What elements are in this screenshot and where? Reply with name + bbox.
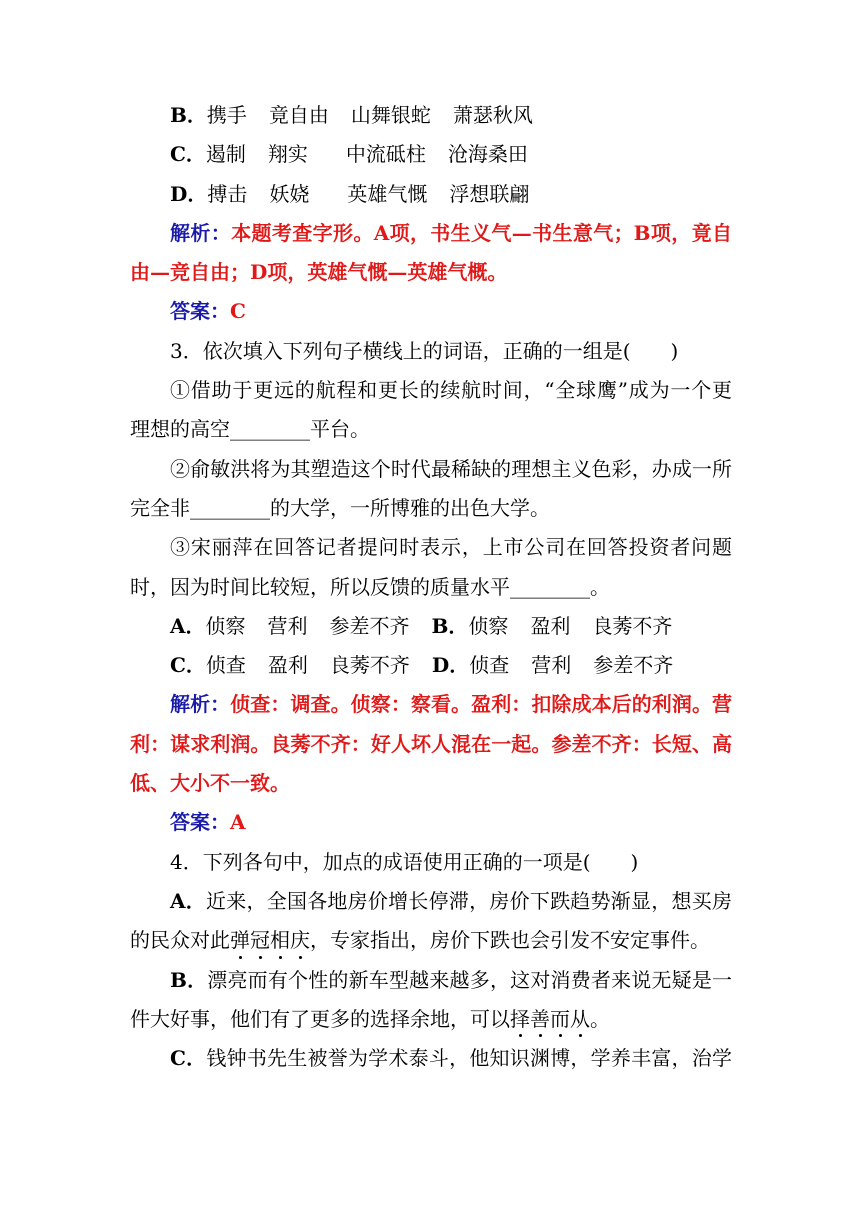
q2-option-c — [130, 135, 732, 174]
analysis-text: 本题考查字形。A项，书生义气—书生意气；B项，竟自 — [231, 220, 733, 245]
option-word: 盈利 — [267, 653, 308, 678]
dotted-char: 善 — [530, 1000, 550, 1039]
option-label: B． — [170, 967, 208, 992]
q4-stem — [130, 843, 732, 882]
q3-analysis-cont — [130, 725, 732, 764]
dotted-char: 而 — [550, 1000, 570, 1039]
option-label: D． — [431, 653, 470, 678]
option-label: C． — [170, 142, 206, 167]
option-word: 妖娆 — [269, 181, 310, 206]
q2-analysis — [130, 214, 732, 253]
q3-sentence-2-cont — [130, 489, 732, 528]
dotted-char: 择 — [510, 1000, 530, 1039]
option-word: 浮想联翩 — [449, 181, 530, 206]
sentence-text: ②俞敏洪将为其塑造这个时代最稀缺的理想主义色彩，办成一所 — [170, 456, 732, 481]
option-word: 遏制 — [205, 142, 246, 167]
option-text: 的民众对此 — [130, 928, 230, 953]
q4-option-b — [130, 961, 732, 1000]
q2-answer — [130, 292, 732, 331]
option-label: D． — [170, 181, 208, 206]
q3-options-cd — [130, 646, 732, 685]
q3-sentence-3 — [130, 528, 732, 567]
option-word: 参差不齐 — [329, 613, 410, 638]
dotted-char: 弹 — [230, 921, 250, 960]
option-word: 携手 — [206, 103, 247, 127]
q3-sentence-2 — [130, 450, 732, 489]
option-label: C． — [170, 653, 206, 678]
option-label: B． — [431, 613, 469, 638]
dotted-char: 相 — [270, 921, 290, 960]
option-text: 近来，全国各地房价增长停滞，房价下跌趋势渐显，想买房 — [206, 888, 732, 913]
option-word: 营利 — [267, 613, 308, 638]
option-word: 侦查 — [469, 653, 510, 678]
option-word: 搏击 — [207, 181, 248, 206]
q2-analysis-cont — [130, 253, 732, 292]
analysis-text: 侦查：调查。侦察：察看。盈利：扣除成本后的利润。营 — [230, 692, 733, 717]
q3-options-ab — [130, 607, 732, 646]
option-label: A． — [170, 888, 206, 913]
option-word: 营利 — [531, 653, 572, 678]
q3-sentence-1 — [130, 371, 732, 410]
analysis-text: 利：谋求利润。良莠不齐：好人坏人混在一起。参差不齐：长短、高 — [130, 731, 732, 756]
dotted-char: 从 — [570, 1000, 590, 1039]
analysis-text: 低、大小不一致。 — [130, 771, 290, 796]
sentence-text: 理想的高空________平台。 — [130, 417, 370, 442]
q3-analysis — [130, 685, 732, 724]
q4-option-a-cont — [130, 921, 732, 960]
sentence-text: 完全非________的大学，一所博雅的出色大学。 — [130, 495, 550, 520]
option-word: 山舞银蛇 — [350, 103, 431, 127]
answer-value: A — [230, 810, 246, 835]
q3-analysis-cont2 — [130, 764, 732, 803]
option-text: 。 — [590, 1006, 610, 1031]
q3-answer — [130, 803, 732, 842]
option-label: B． — [170, 103, 207, 127]
sentence-text: ①借助于更远的航程和更长的续航时间，“全球鹰”成为一个更 — [170, 378, 732, 403]
analysis-text: 由—竞自由；D项，英雄气慨—英雄气概。 — [130, 260, 508, 285]
option-text: 漂亮而有个性的新车型越来越多，这对消费者来说无疑是一 — [207, 967, 733, 992]
question-stem: 4．下列各句中，加点的成语使用正确的一项是( ) — [170, 849, 639, 874]
q2-option-b — [130, 96, 732, 135]
option-text: 钱钟书先生被誉为学术泰斗，他知识渊博，学养丰富，治学 — [206, 1046, 733, 1071]
q3-stem — [130, 332, 732, 371]
option-label: C． — [170, 1046, 207, 1071]
option-text: ，专家指出，房价下跌也会引发不安定事件。 — [310, 928, 710, 953]
option-word: 侦察 — [205, 613, 246, 638]
option-word: 中流砥柱 — [345, 142, 426, 167]
option-word: 沧海桑田 — [447, 142, 528, 167]
option-word: 竟自由 — [268, 103, 329, 127]
document-page — [130, 96, 732, 1078]
q3-sentence-3-cont — [130, 568, 732, 607]
option-word: 侦查 — [205, 653, 246, 678]
sentence-text: 时，因为时间比较短，所以反馈的质量水平________。 — [130, 574, 610, 599]
option-word: 良莠不齐 — [592, 613, 673, 638]
option-word: 良莠不齐 — [329, 653, 410, 678]
sentence-text: ③宋丽萍在回答记者提问时表示，上市公司在回答投资者问题 — [170, 535, 732, 560]
q3-sentence-1-cont — [130, 410, 732, 449]
dotted-char: 冠 — [250, 921, 270, 960]
option-text: 件大好事，他们有了更多的选择余地，可以 — [130, 1006, 510, 1031]
option-word: 参差不齐 — [593, 653, 674, 678]
option-word: 侦察 — [468, 613, 509, 638]
option-word: 盈利 — [530, 613, 571, 638]
option-word: 萧瑟秋风 — [452, 103, 533, 127]
answer-tag: 答案： — [170, 810, 230, 835]
question-stem: 3．依次填入下列句子横线上的词语，正确的一组是( ) — [170, 338, 679, 363]
option-word: 翔实 — [267, 142, 308, 167]
q4-option-a — [130, 882, 732, 921]
analysis-tag: 解析： — [170, 692, 231, 717]
option-word: 英雄气慨 — [347, 181, 428, 206]
answer-tag: 答案： — [170, 299, 230, 324]
q2-option-d — [130, 175, 732, 214]
dotted-char: 庆 — [290, 921, 310, 960]
q4-option-b-cont — [130, 1000, 732, 1039]
answer-value: C — [230, 299, 246, 324]
option-label: A． — [170, 613, 206, 638]
analysis-tag: 解析： — [170, 220, 232, 245]
q4-option-c — [130, 1039, 732, 1078]
